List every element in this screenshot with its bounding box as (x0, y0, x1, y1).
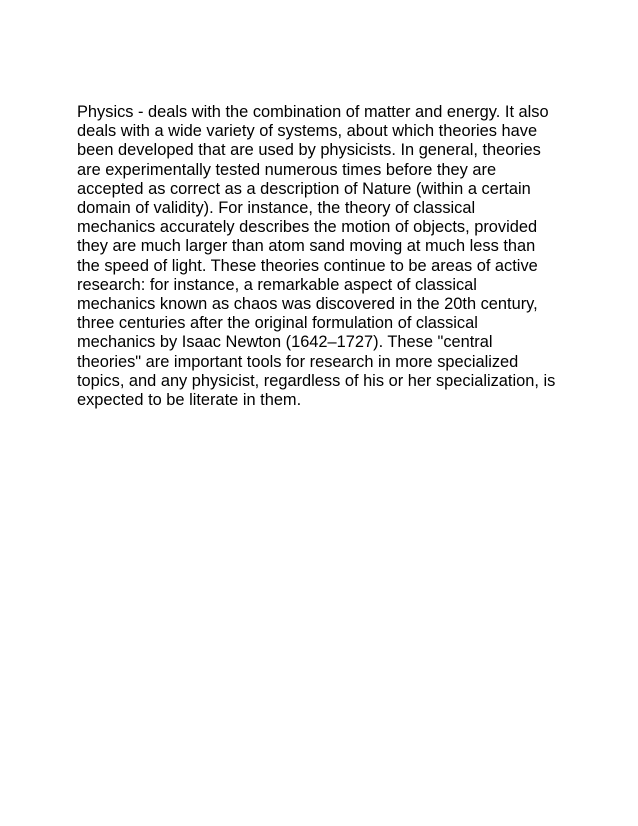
paragraph-line: are experimentally tested numerous times before they are (77, 160, 497, 179)
paragraph-line: accepted as correct as a description of Nature (within a certain (77, 179, 531, 198)
paragraph-line: theories" are important tools for research in more specialized (77, 352, 519, 371)
paragraph-line: the speed of light. These theories continue to be areas of active (77, 256, 538, 275)
paragraph-line: deals with a wide variety of systems, about which theories have (77, 122, 538, 141)
paragraph-line: topics, and any physicist, regardless of his or her specialization, is (77, 371, 556, 390)
paragraph-line: three centuries after the original formulation of classical (77, 314, 478, 333)
paragraph-line: been developed that are used by physicists. In general, theories (77, 141, 541, 160)
paragraph-line: research: for instance, a remarkable aspect of classical (77, 275, 477, 294)
paragraph-line: mechanics accurately describes the motion of objects, provided (77, 218, 538, 237)
paragraph-line: expected to be literate in them. (77, 391, 302, 410)
body-paragraph (77, 103, 577, 410)
paragraph-line: mechanics by Isaac Newton (1642–1727). These "central (77, 333, 493, 352)
paragraph-line: they are much larger than atom sand moving at much less than (77, 237, 536, 256)
paragraph-line: mechanics known as chaos was discovered in the 20th century, (77, 295, 538, 314)
paragraph-line: Physics - deals with the combination of matter and energy. It also (77, 103, 549, 121)
paragraph-line: domain of validity). For instance, the theory of classical (77, 199, 476, 218)
